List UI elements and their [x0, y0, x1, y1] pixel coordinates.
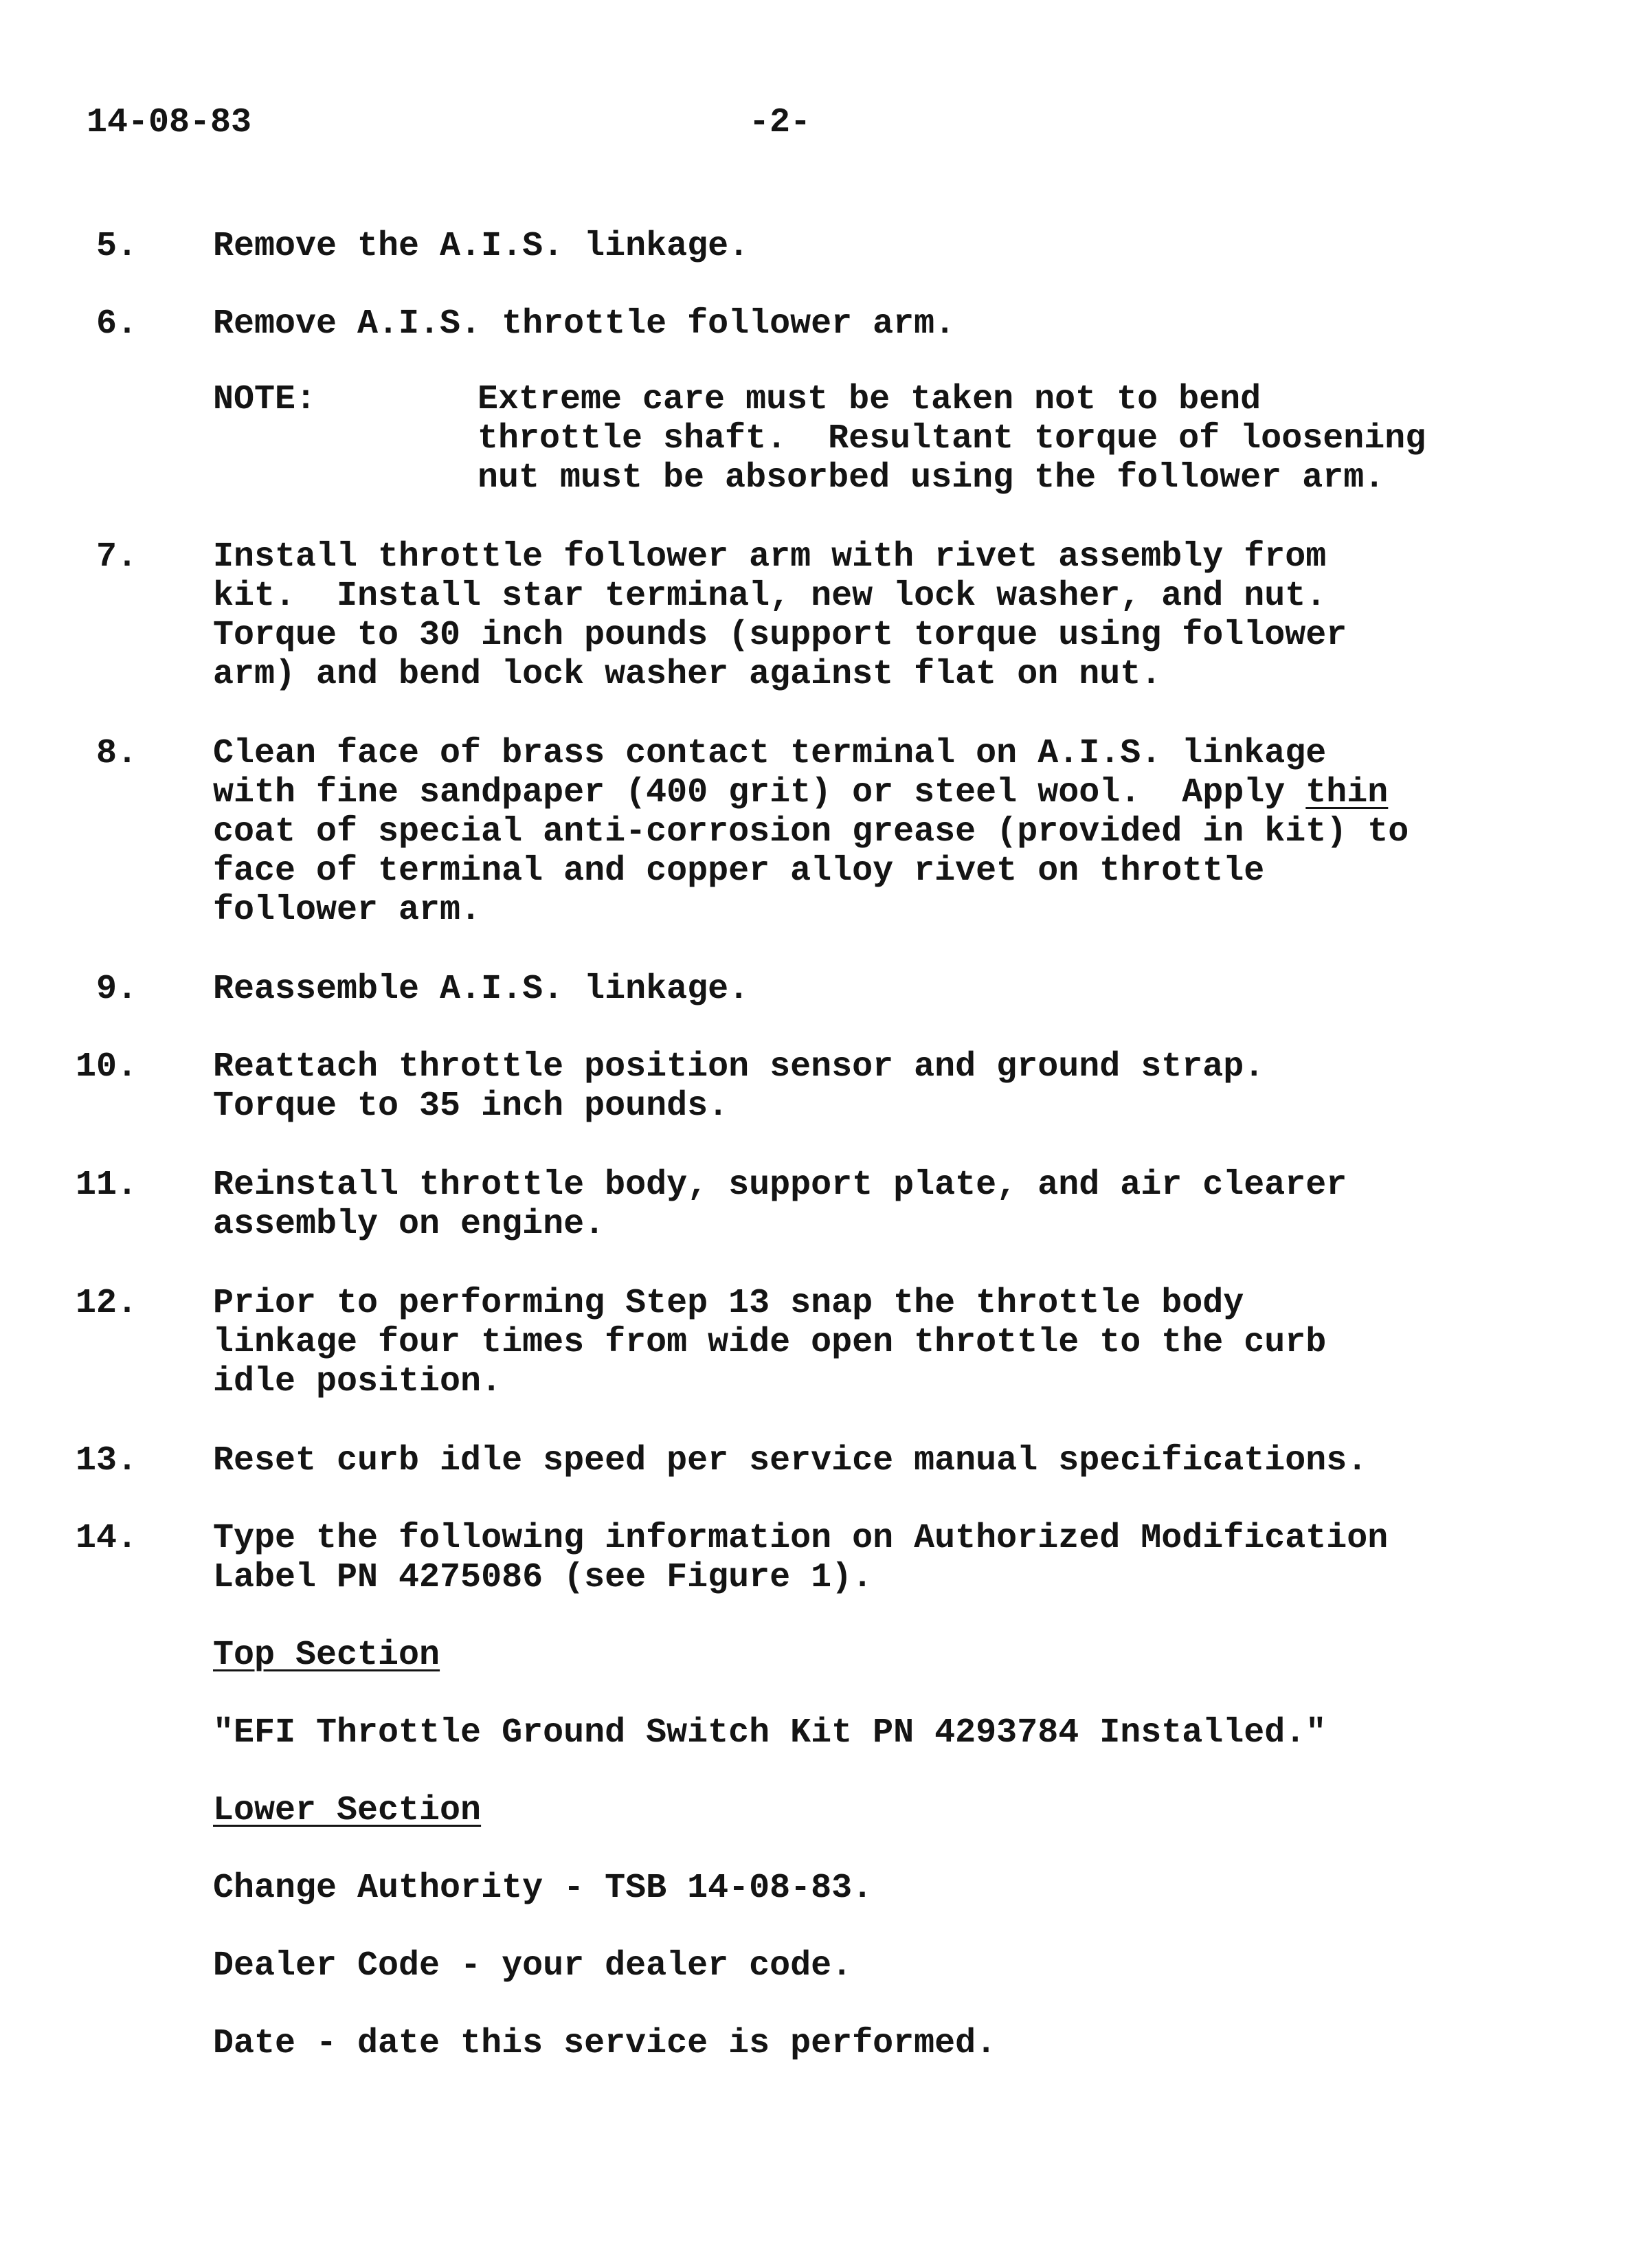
- top-section-text: "EFI Throttle Ground Switch Kit PN 4293784 Installed.": [213, 1713, 1327, 1753]
- step-text: Label PN 4275086 (see Figure 1).: [213, 1558, 873, 1597]
- step-text: [213, 773, 1388, 812]
- document-number: 14-08-83: [87, 103, 252, 142]
- top-section-heading: Top Section: [213, 1636, 440, 1675]
- emphasis-underlined: thin: [1305, 773, 1389, 812]
- step-text: Remove A.I.S. throttle follower arm.: [213, 304, 956, 344]
- change-authority-text: Change Authority - TSB 14-08-83.: [213, 1869, 873, 1908]
- step-number: 12.: [75, 1284, 137, 1323]
- step-number: 8.: [96, 734, 137, 773]
- step-text-segment: with fine sandpaper (400 grit) or steel wool. Apply: [213, 773, 1306, 812]
- step-text: face of terminal and copper alloy rivet on throttle: [213, 852, 1265, 891]
- page-number: -2-: [749, 103, 811, 142]
- step-text: Reassemble A.I.S. linkage.: [213, 970, 750, 1009]
- step-number: 6.: [96, 304, 137, 344]
- step-text: kit. Install star terminal, new lock washer, and nut.: [213, 577, 1327, 616]
- dealer-code-text: Dealer Code - your dealer code.: [213, 1946, 853, 1986]
- step-text: Torque to 30 inch pounds (support torque using follower: [213, 616, 1347, 655]
- step-text: Reset curb idle speed per service manual specifications.: [213, 1441, 1368, 1480]
- step-text: idle position.: [213, 1362, 502, 1401]
- step-text: Type the following information on Authorized Modification: [213, 1519, 1389, 1558]
- step-text: Install throttle follower arm with rivet assembly from: [213, 537, 1327, 577]
- step-number: 13.: [75, 1441, 137, 1480]
- note-text: Extreme care must be taken not to bend: [478, 380, 1261, 419]
- step-text: Torque to 35 inch pounds.: [213, 1087, 729, 1126]
- step-text: follower arm.: [213, 891, 482, 930]
- lower-section-heading: Lower Section: [213, 1791, 482, 1830]
- step-text: arm) and bend lock washer against flat on nut.: [213, 655, 1162, 694]
- date-text: Date - date this service is performed.: [213, 2024, 997, 2063]
- step-text: Reinstall throttle body, support plate, and air clearer: [213, 1166, 1347, 1205]
- step-number: 10.: [75, 1047, 137, 1087]
- step-text: Prior to performing Step 13 snap the throttle body: [213, 1284, 1244, 1323]
- step-text: assembly on engine.: [213, 1205, 605, 1244]
- note-label: NOTE:: [213, 380, 317, 419]
- step-number: 9.: [96, 970, 137, 1009]
- note-text: nut must be absorbed using the follower arm.: [478, 458, 1385, 498]
- step-text: Clean face of brass contact terminal on A.I.S. linkage: [213, 734, 1327, 773]
- step-text: Reattach throttle position sensor and ground strap.: [213, 1047, 1265, 1087]
- step-number: 7.: [96, 537, 137, 577]
- step-text: linkage four times from wide open throttle to the curb: [213, 1323, 1327, 1362]
- step-text: Remove the A.I.S. linkage.: [213, 227, 750, 266]
- step-text: coat of special anti-corrosion grease (provided in kit) to: [213, 812, 1409, 852]
- note-text: throttle shaft. Resultant torque of loosening: [478, 419, 1426, 458]
- step-number: 5.: [96, 227, 137, 266]
- step-number: 14.: [75, 1519, 137, 1558]
- step-number: 11.: [75, 1166, 137, 1205]
